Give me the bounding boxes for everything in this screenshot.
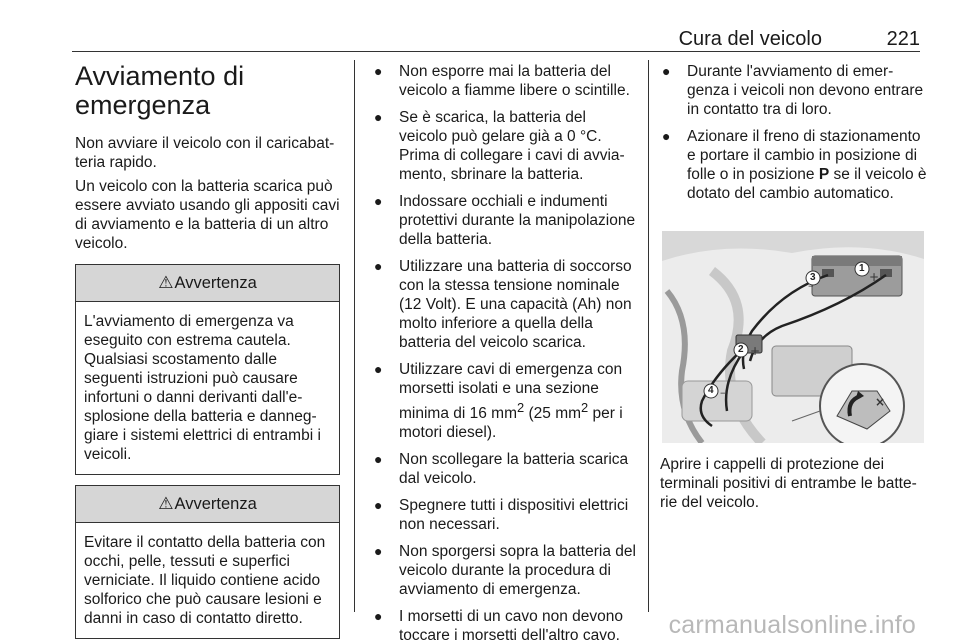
- column-divider: [354, 60, 355, 612]
- bullet-icon: ●: [374, 361, 383, 377]
- bullet-icon: ●: [662, 63, 671, 79]
- page-number: 221: [886, 28, 920, 50]
- callout-label: 3: [810, 272, 816, 283]
- list-item: ● Durante l'avviamento di emergenza i veicoli non devono entrare in contatto tra di loro.: [662, 63, 924, 118]
- bullet-icon: ●: [374, 543, 383, 560]
- list-item: ● Non scollegare la batteria scarica dal veicolo.: [374, 451, 629, 488]
- bullet-icon: ●: [374, 193, 383, 209]
- warning-text: Evitare il contatto della batteria con occhi, pelle, tessuti e superfici verniciate. Il liquido contiene acido solforico che può causare lesioni e danni in caso di contatto diretto.: [84, 534, 326, 627]
- svg-text:–: –: [808, 279, 814, 292]
- intro-paragraph: Un veicolo con la batteria scarica può essere avviato usando gli appositi cavi di avviamento e la batteria di un altro veicolo.: [75, 178, 340, 252]
- svg-text:×: ×: [875, 395, 886, 409]
- header-divider: [72, 51, 920, 52]
- callout-label: 4: [708, 385, 714, 396]
- svg-text:–: –: [720, 386, 726, 399]
- list-item: ● Se è scarica, la batteria del veicolo può gelare già a 0 °C. Prima di collegare i cavi di avviamento, sbrinare la batteria.: [374, 109, 625, 183]
- bullet-icon: ●: [374, 608, 383, 625]
- list-item: ● Non esporre mai la batteria del veicolo a fiamme libere o scintille.: [374, 63, 630, 99]
- column-divider: [648, 60, 649, 612]
- list-item: ● Non sporgersi sopra la batteria del veicolo durante la procedura di avviamento di emergenza.: [374, 543, 636, 599]
- list-item: ● Utilizzare una batteria di soccorso con la stessa tensione nominale (12 Volt). E una capacità (Ah) non molto inferiore a quella della batteria del veicolo scarica.: [374, 258, 632, 351]
- warning-text: L'avviamento di emergenza va eseguito con estrema cautela. Qualsiasi scostamento dalle seguenti istruzioni può causare infortuni o danni derivanti dall'esplosione della batteria e danneggiare i sistemi elettrici di entrambi i veicoli.: [84, 313, 321, 463]
- section-heading: Avviamento di emergenza: [75, 61, 245, 120]
- warning-triangle-icon: ⚠: [158, 273, 174, 292]
- warning-box: [75, 485, 340, 639]
- list-item: ● Azionare il freno di stazionamento e portare il cambio in posizione di folle o in posizione P se il veicolo è dotato del cambio automatico.: [662, 128, 927, 202]
- bullet-icon: ●: [374, 258, 383, 274]
- callout-label: 1: [859, 263, 865, 274]
- engine-bay-drawing: [662, 231, 924, 443]
- warning-title: Avvertenza: [174, 494, 257, 513]
- bullet-icon: ●: [374, 63, 383, 79]
- instruction-list: [660, 62, 928, 203]
- svg-text:+: +: [750, 344, 761, 358]
- bullet-icon: ●: [374, 497, 383, 514]
- svg-text:+: +: [869, 270, 880, 284]
- jump-start-illustration: [662, 231, 924, 443]
- bullet-icon: ●: [374, 109, 383, 125]
- section-title: Cura del veicolo: [678, 28, 822, 50]
- figure-caption: Aprire i cappelli di protezione dei terminali positivi di entrambe le batterie del veicolo.: [660, 456, 917, 511]
- list-item: ● Utilizzare cavi di emergenza con morsetti isolati e una sezione minima di 16 $mm^2$ (25 $mm^2$ per i motori diesel).: [374, 361, 623, 442]
- bullet-icon: ●: [374, 451, 383, 468]
- bullet-icon: ●: [662, 128, 671, 144]
- intro-paragraph: Non avviare il veicolo con il caricabatteria rapido.: [75, 135, 335, 171]
- warning-box: [75, 264, 340, 475]
- warning-header: [76, 486, 339, 523]
- callout-label: 2: [738, 344, 744, 355]
- list-item: ● Indossare occhiali e indumenti protettivi durante la manipolazione della batteria.: [374, 193, 636, 248]
- watermark: carmanualsonline.info: [668, 611, 916, 639]
- warning-header: [76, 265, 339, 302]
- list-item: ● I morsetti di un cavo non devono toccare i morsetti dell'altro cavo.: [374, 608, 624, 642]
- column-2: [372, 62, 638, 642]
- warning-title: Avvertenza: [174, 273, 257, 292]
- list-item: ● Spegnere tutti i dispositivi elettrici non necessari.: [374, 497, 629, 534]
- page-header: [72, 28, 920, 52]
- column-3: [660, 62, 928, 517]
- warning-triangle-icon: ⚠: [158, 494, 174, 513]
- instruction-list: [372, 62, 638, 642]
- column-1: [75, 62, 340, 639]
